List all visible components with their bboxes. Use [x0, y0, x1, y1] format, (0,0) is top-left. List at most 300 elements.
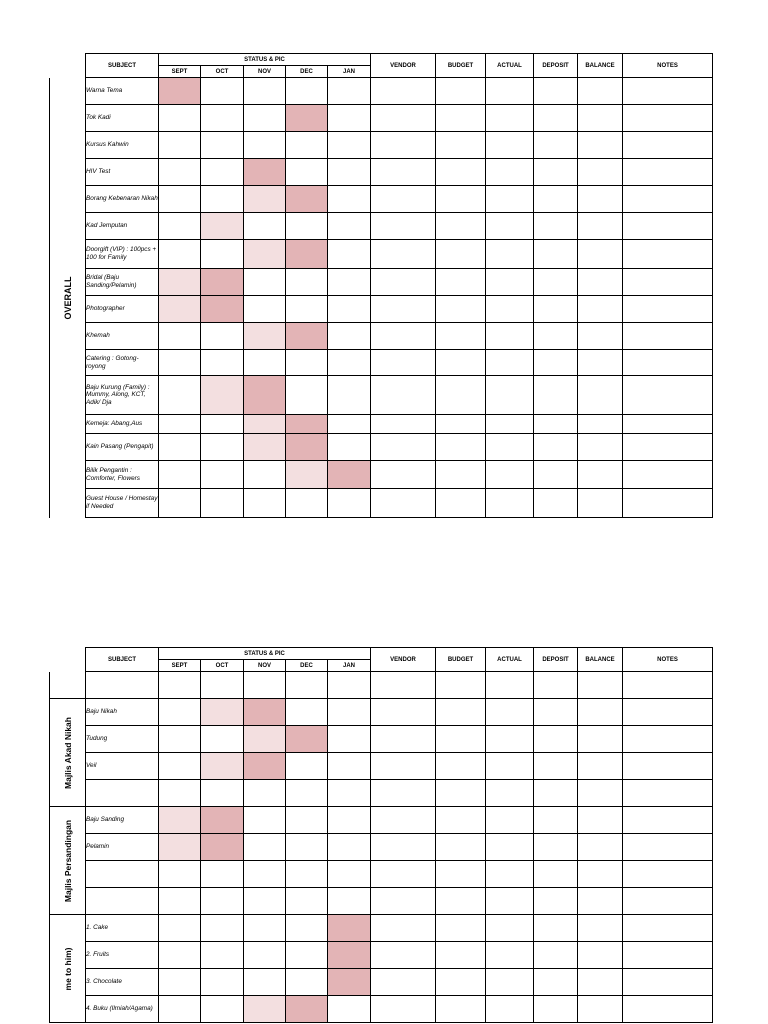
- subject-cell: Doorgift (VIP) : 100pcs + 100 for Family: [86, 240, 159, 269]
- status-cell-jan: [328, 350, 371, 376]
- status-cell-jan: [328, 296, 371, 323]
- empty-cell: [159, 672, 201, 699]
- status-cell-sept: [159, 807, 201, 834]
- status-cell-sept: [159, 78, 201, 105]
- deposit-cell: [534, 780, 578, 807]
- status-cell-dec: [286, 996, 328, 1023]
- actual-cell: [486, 996, 534, 1023]
- status-cell-dec: [286, 132, 328, 159]
- month-header-nov: NOV: [244, 660, 286, 672]
- status-cell-jan: [328, 213, 371, 240]
- balance-cell: [578, 296, 623, 323]
- notes-cell: [623, 915, 713, 942]
- deposit-cell: [534, 699, 578, 726]
- status-cell-oct: [201, 240, 244, 269]
- table-row: [50, 996, 713, 1023]
- table-row: [50, 489, 713, 518]
- actual-cell: [486, 186, 534, 213]
- status-cell-dec: [286, 726, 328, 753]
- actual-header: ACTUAL: [486, 54, 534, 78]
- actual-cell: [486, 915, 534, 942]
- subject-cell: Bridal (Baju Sanding/Pelamin): [86, 269, 159, 296]
- deposit-cell: [534, 489, 578, 518]
- actual-cell: [486, 807, 534, 834]
- status-pic-header: STATUS & PIC: [159, 54, 371, 66]
- vendor-cell: [371, 888, 436, 915]
- overall-planning-table: [49, 53, 713, 518]
- status-cell-jan: [328, 780, 371, 807]
- subject-cell: Warna Tema: [86, 78, 159, 105]
- status-cell-oct: [201, 296, 244, 323]
- status-cell-jan: [328, 489, 371, 518]
- actual-cell: [486, 105, 534, 132]
- balance-cell: [578, 240, 623, 269]
- budget-cell: [436, 240, 486, 269]
- month-header-jan: JAN: [328, 660, 371, 672]
- balance-cell: [578, 780, 623, 807]
- status-cell-dec: [286, 861, 328, 888]
- status-cell-oct: [201, 350, 244, 376]
- empty-cell: [201, 672, 244, 699]
- subject-cell: [86, 888, 159, 915]
- empty-cell: [436, 672, 486, 699]
- vendor-cell: [371, 350, 436, 376]
- deposit-cell: [534, 888, 578, 915]
- table-row: [50, 726, 713, 753]
- status-cell-dec: [286, 213, 328, 240]
- status-cell-sept: [159, 323, 201, 350]
- status-cell-sept: [159, 489, 201, 518]
- notes-header: NOTES: [623, 54, 713, 78]
- status-cell-oct: [201, 753, 244, 780]
- status-cell-jan: [328, 434, 371, 461]
- status-cell-jan: [328, 132, 371, 159]
- empty-cell: [244, 672, 286, 699]
- status-cell-nov: [244, 213, 286, 240]
- status-cell-oct: [201, 376, 244, 415]
- section-label: Majlis Persandingan: [62, 819, 73, 902]
- subject-cell: Baju Kurung (Family) : Mummy, Along, KCT, Adik/ Dja: [86, 376, 159, 415]
- notes-cell: [623, 861, 713, 888]
- empty-cell: [371, 672, 436, 699]
- status-cell-nov: [244, 186, 286, 213]
- deposit-cell: [534, 969, 578, 996]
- status-cell-dec: [286, 780, 328, 807]
- table-row: [50, 434, 713, 461]
- status-cell-jan: [328, 269, 371, 296]
- notes-header: NOTES: [623, 648, 713, 672]
- status-cell-dec: [286, 78, 328, 105]
- deposit-cell: [534, 350, 578, 376]
- balance-cell: [578, 915, 623, 942]
- status-cell-sept: [159, 461, 201, 489]
- status-cell-dec: [286, 753, 328, 780]
- budget-cell: [436, 376, 486, 415]
- status-cell-oct: [201, 780, 244, 807]
- vendor-cell: [371, 240, 436, 269]
- balance-cell: [578, 415, 623, 434]
- status-cell-dec: [286, 888, 328, 915]
- status-cell-oct: [201, 269, 244, 296]
- status-cell-nov: [244, 78, 286, 105]
- month-header-oct: OCT: [201, 66, 244, 78]
- vendor-cell: [371, 780, 436, 807]
- notes-cell: [623, 415, 713, 434]
- status-cell-nov: [244, 942, 286, 969]
- budget-cell: [436, 323, 486, 350]
- section-label-cell: [50, 915, 86, 1023]
- empty-cell: [623, 672, 713, 699]
- notes-cell: [623, 78, 713, 105]
- table-row: [50, 807, 713, 834]
- actual-cell: [486, 489, 534, 518]
- month-header-dec: DEC: [286, 660, 328, 672]
- section-label-cell: [50, 699, 86, 807]
- notes-cell: [623, 434, 713, 461]
- notes-cell: [623, 699, 713, 726]
- section-label-cell: [50, 78, 86, 518]
- status-cell-nov: [244, 376, 286, 415]
- status-cell-dec: [286, 376, 328, 415]
- vendor-cell: [371, 213, 436, 240]
- status-cell-sept: [159, 942, 201, 969]
- section-label: me to him): [62, 947, 73, 990]
- notes-cell: [623, 726, 713, 753]
- status-cell-jan: [328, 461, 371, 489]
- balance-cell: [578, 186, 623, 213]
- status-cell-jan: [328, 726, 371, 753]
- actual-cell: [486, 434, 534, 461]
- actual-cell: [486, 240, 534, 269]
- status-cell-sept: [159, 834, 201, 861]
- deposit-cell: [534, 323, 578, 350]
- status-cell-sept: [159, 213, 201, 240]
- status-cell-jan: [328, 159, 371, 186]
- actual-cell: [486, 753, 534, 780]
- balance-cell: [578, 269, 623, 296]
- table-row: [50, 240, 713, 269]
- status-cell-sept: [159, 105, 201, 132]
- subject-cell: 3. Chocolate: [86, 969, 159, 996]
- status-cell-dec: [286, 296, 328, 323]
- subject-cell: Borang Kebenaran Nikah: [86, 186, 159, 213]
- section-label-cell: [50, 672, 86, 699]
- status-cell-nov: [244, 699, 286, 726]
- status-cell-sept: [159, 296, 201, 323]
- status-cell-dec: [286, 434, 328, 461]
- status-cell-jan: [328, 323, 371, 350]
- status-cell-nov: [244, 807, 286, 834]
- notes-cell: [623, 376, 713, 415]
- budget-cell: [436, 105, 486, 132]
- table-row: [50, 969, 713, 996]
- status-cell-dec: [286, 461, 328, 489]
- table-row: [50, 323, 713, 350]
- status-cell-dec: [286, 159, 328, 186]
- status-cell-dec: [286, 807, 328, 834]
- status-cell-dec: [286, 105, 328, 132]
- vendor-cell: [371, 861, 436, 888]
- vendor-cell: [371, 461, 436, 489]
- deposit-cell: [534, 834, 578, 861]
- status-cell-sept: [159, 132, 201, 159]
- deposit-header: DEPOSIT: [534, 648, 578, 672]
- vendor-cell: [371, 323, 436, 350]
- deposit-cell: [534, 461, 578, 489]
- actual-cell: [486, 834, 534, 861]
- status-cell-oct: [201, 186, 244, 213]
- deposit-cell: [534, 753, 578, 780]
- status-cell-oct: [201, 861, 244, 888]
- table-row: [50, 461, 713, 489]
- deposit-cell: [534, 159, 578, 186]
- actual-cell: [486, 323, 534, 350]
- status-cell-dec: [286, 489, 328, 518]
- vendor-cell: [371, 132, 436, 159]
- budget-cell: [436, 78, 486, 105]
- deposit-cell: [534, 996, 578, 1023]
- deposit-header: DEPOSIT: [534, 54, 578, 78]
- status-cell-oct: [201, 942, 244, 969]
- status-cell-sept: [159, 753, 201, 780]
- deposit-cell: [534, 434, 578, 461]
- deposit-cell: [534, 78, 578, 105]
- status-cell-dec: [286, 699, 328, 726]
- notes-cell: [623, 132, 713, 159]
- status-cell-dec: [286, 240, 328, 269]
- budget-cell: [436, 780, 486, 807]
- status-cell-dec: [286, 969, 328, 996]
- deposit-cell: [534, 942, 578, 969]
- balance-cell: [578, 323, 623, 350]
- budget-cell: [436, 888, 486, 915]
- budget-cell: [436, 434, 486, 461]
- status-cell-jan: [328, 834, 371, 861]
- status-cell-jan: [328, 942, 371, 969]
- budget-cell: [436, 861, 486, 888]
- status-cell-jan: [328, 807, 371, 834]
- status-cell-sept: [159, 240, 201, 269]
- balance-cell: [578, 461, 623, 489]
- subject-cell: Khemah: [86, 323, 159, 350]
- notes-cell: [623, 296, 713, 323]
- status-cell-sept: [159, 269, 201, 296]
- status-cell-oct: [201, 323, 244, 350]
- status-cell-jan: [328, 78, 371, 105]
- budget-cell: [436, 296, 486, 323]
- notes-cell: [623, 780, 713, 807]
- table-row: [50, 672, 713, 699]
- notes-cell: [623, 942, 713, 969]
- subject-cell: Photographer: [86, 296, 159, 323]
- status-cell-dec: [286, 834, 328, 861]
- actual-header: ACTUAL: [486, 648, 534, 672]
- budget-cell: [436, 159, 486, 186]
- status-cell-nov: [244, 296, 286, 323]
- section-label: OVERALL: [62, 275, 73, 320]
- deposit-cell: [534, 376, 578, 415]
- table-row: [50, 888, 713, 915]
- vendor-header: VENDOR: [371, 54, 436, 78]
- subject-cell: Tudung: [86, 726, 159, 753]
- status-cell-nov: [244, 915, 286, 942]
- budget-cell: [436, 415, 486, 434]
- status-cell-nov: [244, 753, 286, 780]
- vendor-cell: [371, 269, 436, 296]
- deposit-cell: [534, 807, 578, 834]
- status-cell-sept: [159, 415, 201, 434]
- vendor-cell: [371, 942, 436, 969]
- vendor-cell: [371, 753, 436, 780]
- status-cell-jan: [328, 915, 371, 942]
- actual-cell: [486, 942, 534, 969]
- vendor-cell: [371, 296, 436, 323]
- deposit-cell: [534, 915, 578, 942]
- status-cell-oct: [201, 434, 244, 461]
- subject-cell: Catering : Gotong-royong: [86, 350, 159, 376]
- status-cell-nov: [244, 240, 286, 269]
- status-cell-sept: [159, 434, 201, 461]
- budget-cell: [436, 942, 486, 969]
- deposit-cell: [534, 726, 578, 753]
- balance-cell: [578, 489, 623, 518]
- status-cell-oct: [201, 132, 244, 159]
- notes-cell: [623, 105, 713, 132]
- actual-cell: [486, 699, 534, 726]
- balance-cell: [578, 834, 623, 861]
- notes-cell: [623, 834, 713, 861]
- table-row: [50, 296, 713, 323]
- balance-cell: [578, 78, 623, 105]
- deposit-cell: [534, 132, 578, 159]
- budget-cell: [436, 726, 486, 753]
- corner-blank: [50, 648, 86, 672]
- table-row: [50, 942, 713, 969]
- status-cell-dec: [286, 915, 328, 942]
- table-row: [50, 376, 713, 415]
- subject-header: SUBJECT: [86, 54, 159, 78]
- vendor-header: VENDOR: [371, 648, 436, 672]
- notes-cell: [623, 350, 713, 376]
- status-cell-nov: [244, 969, 286, 996]
- subject-header: SUBJECT: [86, 648, 159, 672]
- table-row: [50, 780, 713, 807]
- status-cell-sept: [159, 186, 201, 213]
- status-cell-oct: [201, 996, 244, 1023]
- vendor-cell: [371, 969, 436, 996]
- budget-header: BUDGET: [436, 54, 486, 78]
- balance-cell: [578, 213, 623, 240]
- table-row: [50, 186, 713, 213]
- deposit-cell: [534, 240, 578, 269]
- status-cell-nov: [244, 415, 286, 434]
- table-row: [50, 78, 713, 105]
- empty-cell: [328, 672, 371, 699]
- status-cell-sept: [159, 780, 201, 807]
- vendor-cell: [371, 834, 436, 861]
- deposit-cell: [534, 296, 578, 323]
- actual-cell: [486, 888, 534, 915]
- status-cell-nov: [244, 888, 286, 915]
- actual-cell: [486, 461, 534, 489]
- deposit-cell: [534, 186, 578, 213]
- status-cell-oct: [201, 105, 244, 132]
- budget-cell: [436, 969, 486, 996]
- balance-header: BALANCE: [578, 648, 623, 672]
- status-cell-jan: [328, 699, 371, 726]
- status-cell-dec: [286, 350, 328, 376]
- status-cell-dec: [286, 323, 328, 350]
- vendor-cell: [371, 489, 436, 518]
- budget-cell: [436, 213, 486, 240]
- status-cell-oct: [201, 461, 244, 489]
- vendor-cell: [371, 807, 436, 834]
- vendor-cell: [371, 186, 436, 213]
- status-cell-oct: [201, 415, 244, 434]
- notes-cell: [623, 807, 713, 834]
- subject-cell: HIV Test: [86, 159, 159, 186]
- notes-cell: [623, 969, 713, 996]
- deposit-cell: [534, 861, 578, 888]
- status-cell-jan: [328, 186, 371, 213]
- balance-cell: [578, 807, 623, 834]
- status-cell-oct: [201, 888, 244, 915]
- table-row: [50, 132, 713, 159]
- actual-cell: [486, 132, 534, 159]
- status-cell-oct: [201, 213, 244, 240]
- status-cell-sept: [159, 699, 201, 726]
- status-cell-nov: [244, 350, 286, 376]
- balance-cell: [578, 105, 623, 132]
- subject-cell: Veil: [86, 753, 159, 780]
- status-cell-oct: [201, 489, 244, 518]
- empty-cell: [578, 672, 623, 699]
- status-cell-nov: [244, 834, 286, 861]
- actual-cell: [486, 269, 534, 296]
- balance-header: BALANCE: [578, 54, 623, 78]
- status-cell-sept: [159, 726, 201, 753]
- deposit-cell: [534, 213, 578, 240]
- subject-cell: Kemeja: Abang,Aus: [86, 415, 159, 434]
- budget-cell: [436, 753, 486, 780]
- budget-cell: [436, 350, 486, 376]
- budget-cell: [436, 132, 486, 159]
- balance-cell: [578, 861, 623, 888]
- table-row: [50, 159, 713, 186]
- subject-cell: Kursus Kahwin: [86, 132, 159, 159]
- month-header-dec: DEC: [286, 66, 328, 78]
- status-cell-dec: [286, 415, 328, 434]
- status-cell-oct: [201, 699, 244, 726]
- status-cell-oct: [201, 159, 244, 186]
- table-row: [50, 213, 713, 240]
- budget-cell: [436, 699, 486, 726]
- status-cell-nov: [244, 861, 286, 888]
- subject-cell: Kad Jemputan: [86, 213, 159, 240]
- actual-cell: [486, 780, 534, 807]
- status-cell-jan: [328, 376, 371, 415]
- status-cell-oct: [201, 969, 244, 996]
- balance-cell: [578, 942, 623, 969]
- status-cell-sept: [159, 376, 201, 415]
- balance-cell: [578, 434, 623, 461]
- subject-cell: 2. Fruits: [86, 942, 159, 969]
- actual-cell: [486, 296, 534, 323]
- table-row: [50, 350, 713, 376]
- status-cell-sept: [159, 915, 201, 942]
- status-cell-nov: [244, 159, 286, 186]
- vendor-cell: [371, 915, 436, 942]
